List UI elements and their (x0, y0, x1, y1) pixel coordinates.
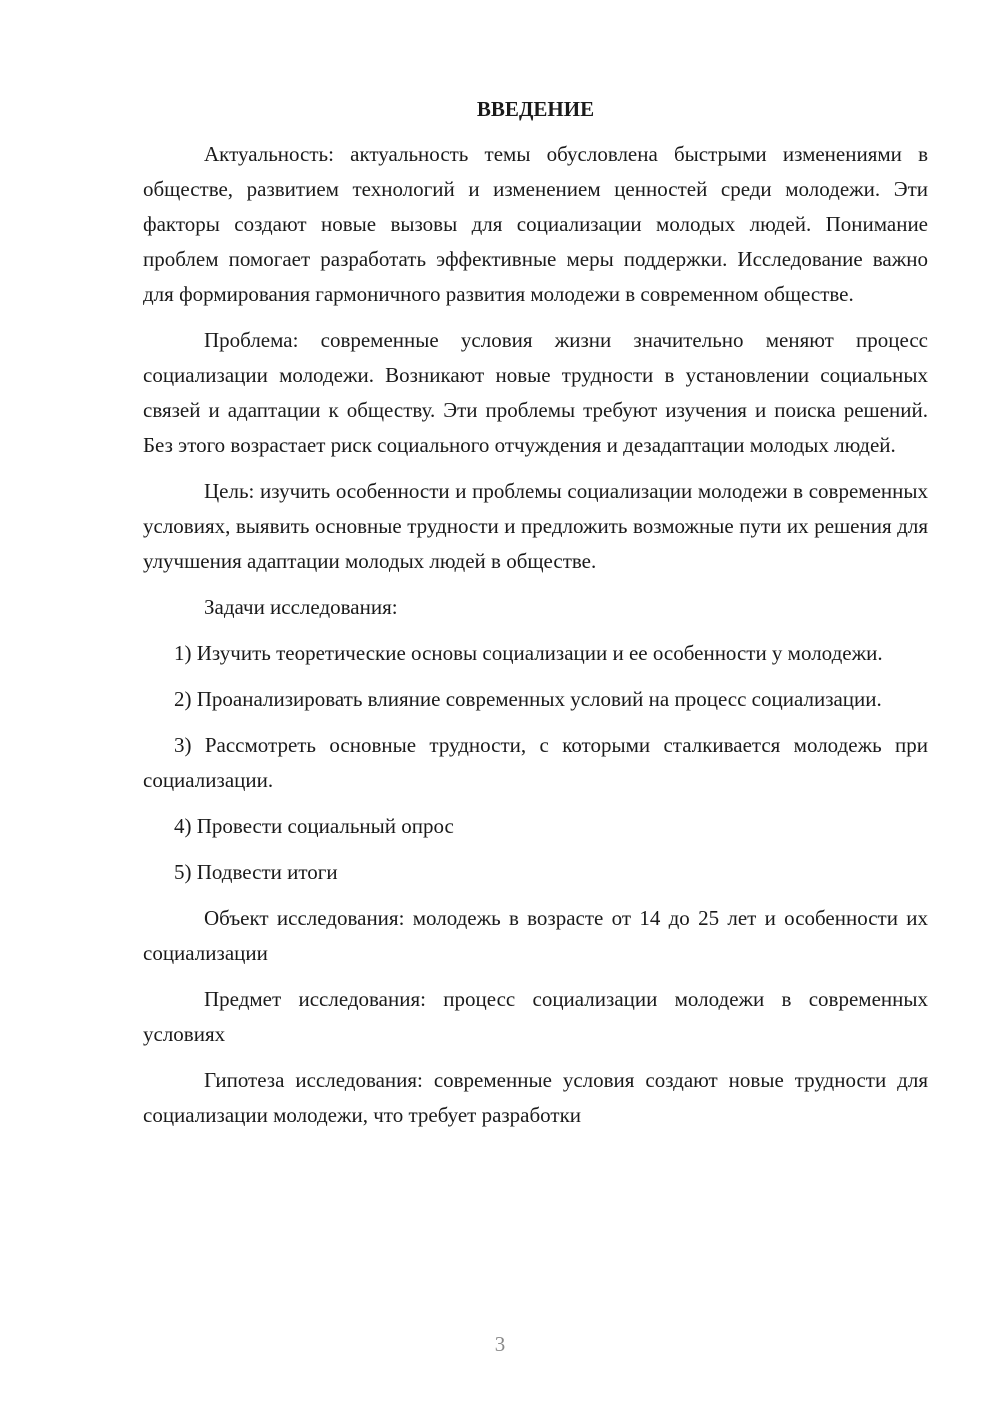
paragraph-goal: Цель: изучить особенности и проблемы социализации молодежи в современных условиях, выявить основные трудности и предложить возможные пути их решения для улучшения адаптации молодых людей в обществе. (143, 479, 928, 573)
document-page (143, 94, 928, 1144)
page-number: 3 (494, 1332, 506, 1356)
paragraph-subject: Предмет исследования: процесс социализации молодежи в современных условиях (143, 987, 928, 1046)
paragraph-relevance: Актуальность: актуальность темы обусловлена быстрыми изменениями в обществе, развитием технологий и изменением ценностей среди молодежи. Эти факторы создают новые вызовы для социализации молодых людей. Понимание проблем помогает разработать эффективные меры поддержки. Исследование важно для формирования гармоничного развития молодежи в современном обществе. (143, 142, 928, 306)
task-item-3: 3) Рассмотреть основные трудности, с которыми сталкивается молодежь при социализации. (143, 733, 928, 792)
task-item-1: 1) Изучить теоретические основы социализации и ее особенности у молодежи. (174, 641, 883, 665)
document-title: ВВЕДЕНИЕ (476, 97, 595, 121)
paragraph-tasks-heading: Задачи исследования: (204, 595, 398, 619)
task-item-4: 4) Провести социальный опрос (174, 814, 454, 838)
paragraph-problem: Проблема: современные условия жизни значительно меняют процесс социализации молодежи. Возникают новые трудности в установлении социальных связей и адаптации к обществу. Эти проблемы требуют изучения и поиска решений. Без этого возрастает риск социального отчуждения и дезадаптации молодых людей. (143, 328, 928, 457)
paragraph-hypothesis: Гипотеза исследования: современные условия создают новые трудности для социализации молодежи, что требует разработки (143, 1068, 928, 1127)
task-item-5: 5) Подвести итоги (174, 860, 338, 884)
paragraph-object: Объект исследования: молодежь в возрасте от 14 до 25 лет и особенности их социализации (143, 906, 928, 965)
task-item-2: 2) Проанализировать влияние современных условий на процесс социализации. (174, 687, 882, 711)
